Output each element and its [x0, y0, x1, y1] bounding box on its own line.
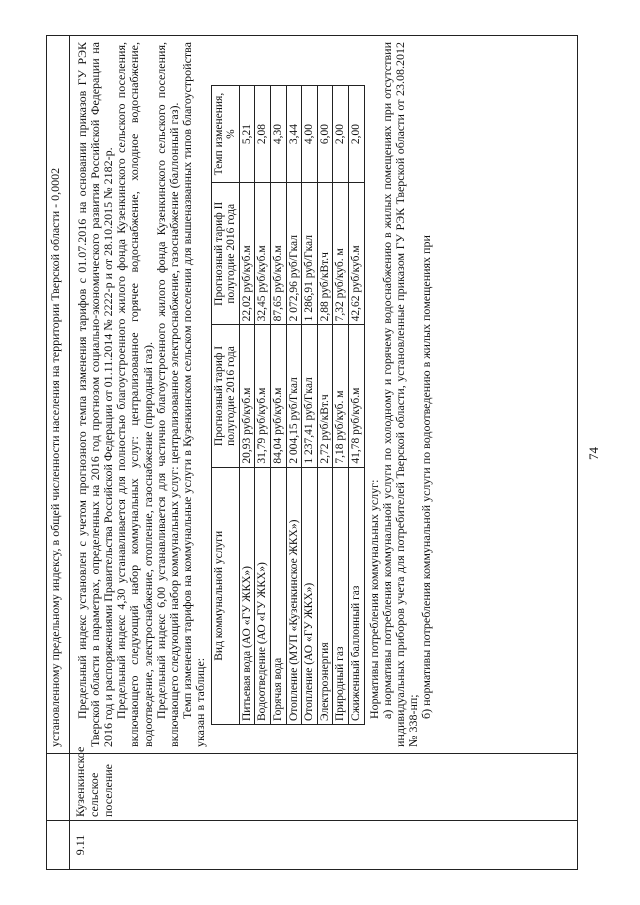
row-number: 9.11 — [69, 821, 577, 870]
tariff-h2: 87,65 руб/куб.м — [270, 183, 286, 325]
tariff-h1: 2 004,15 руб/Гкал — [286, 325, 302, 467]
table-row — [333, 86, 349, 725]
change-rate: 4,30 — [270, 86, 286, 183]
change-rate: 2,00 — [348, 86, 364, 183]
carryover-row — [47, 36, 70, 870]
service-name: Отопление (МУП «Кузенкинское ЖКХ») — [286, 467, 302, 724]
service-name: Отопление (АО «ГУ ЖКХ») — [302, 467, 318, 724]
service-name: Питьевая вода (АО «ГУ ЖКХ») — [239, 467, 255, 724]
paragraph-1: Предельный индекс установлен с учетом прогнозного темпа изменения тарифов с 01.07.2016 на основании приказов ГУ РЭК Тверской области в параметрах, определенных на 2016 год прогнозом социально-экономического развития Российской Федерации на 2016 год и распоряжениями Правительства Российской Федерации от 01.11.2014 № 2222-р и от 28.10.2015 № 2182-р. — [74, 42, 115, 747]
paragraph-2: Предельный индекс 4,30 устанавливается для полностью благоустроенного жилого фонда Кузенкинского сельского поселения, включающего следующий набор коммунальных услуг: централизованное горячее водоснабжение, холодное водоснабжение, водоотведение, электроснабжение, отопление, газоснабжение (природный газ). — [114, 42, 155, 747]
change-rate: 4,00 — [302, 86, 318, 183]
table-row — [255, 86, 271, 725]
paragraph-3: Предельный индекс 6,00 устанавливается для частично благоустроенного жилого фонда Кузенкинского сельского поселения, включающего следующий набор коммунальных услуг: централизованное электроснабжение, газоснабжение (баллонный газ). — [153, 42, 181, 747]
tariff-h2: 7,32 руб/куб. м — [333, 183, 349, 325]
tariff-h1: 84,04 руб/куб.м — [270, 325, 286, 467]
carryover-paragraph: установленному предельному индексу, в общей численности населения на территории Тверской области - 0,0002 — [48, 167, 62, 747]
service-name: Электроэнергия — [317, 467, 333, 724]
tariff-h2: 22,02 руб/куб.м — [239, 183, 255, 325]
table-row — [270, 86, 286, 725]
page-number: 74 — [586, 447, 601, 460]
tariff-h2: 1 286,91 руб/Гкал — [302, 183, 318, 325]
table-row — [348, 86, 364, 725]
settlement-name-cell — [47, 754, 70, 821]
service-name: Сжиженный баллонный газ — [348, 467, 364, 724]
tariff-h1: 1 237,41 руб/Гкал — [302, 325, 318, 467]
carryover-text-cell — [47, 36, 70, 754]
tariff-h1: 2,72 руб/кВт.ч — [317, 325, 333, 467]
paragraph-6: а) нормативы потребления коммунальной услуги по холодному и горячему водоснабжению в жилых помещениях при отсутствии индивидуальных приборов учета для потребителей Тверской области, установленные приказом ГУ РЭК Тверской области от 23.08.2012 № 338-нп; — [379, 42, 421, 747]
tariff-h1: 31,79 руб/куб.м — [255, 325, 271, 467]
header-tariff-h1: Прогнозный тариф I полугодие 2016 года — [211, 325, 239, 467]
change-rate: 6,00 — [317, 86, 333, 183]
tariff-h2: 2 072,96 руб/Гкал — [286, 183, 302, 325]
tariff-h2: 2,88 руб/кВт.ч — [317, 183, 333, 325]
table-row — [286, 86, 302, 725]
change-rate: 2,00 — [333, 86, 349, 183]
change-rate: 2,08 — [255, 86, 271, 183]
header-tariff-h2: Прогнозный тариф II полугодие 2016 года — [211, 183, 239, 325]
tariff-table-header — [211, 86, 239, 725]
paragraph-7: б) нормативы потребления коммунальной услуги по водоотведению в жилых помещениях при — [419, 235, 434, 719]
settlement-content — [69, 36, 577, 754]
table-row — [317, 86, 333, 725]
row-number-cell — [47, 821, 70, 870]
paragraph-5: Нормативы потребления коммунальных услуг: — [366, 479, 381, 719]
table-row — [302, 86, 318, 725]
settlement-name: Кузенкинское сельское поселение — [69, 754, 577, 821]
service-name: Горячая вода — [270, 467, 286, 724]
tariff-h1: 7,18 руб/куб. м — [333, 325, 349, 467]
settlement-row — [69, 36, 577, 870]
table-row — [239, 86, 255, 725]
change-rate: 3,44 — [286, 86, 302, 183]
tariff-h1: 41,78 руб/куб.м — [348, 325, 364, 467]
service-name: Природный газ — [333, 467, 349, 724]
tariff-table — [211, 85, 365, 725]
tariff-h2: 42,62 руб/куб.м — [348, 183, 364, 325]
service-name: Водоотведение (АО «ГУ ЖКХ») — [255, 467, 271, 724]
paragraph-4: Темп изменения тарифов на коммунальные услуги в Кузенкинском сельском поселении для вышеназванных типов благоустройства указан в таблице: — [180, 42, 208, 747]
tariff-h2: 32,45 руб/куб.м — [255, 183, 271, 325]
header-service: Вид коммунальной услуги — [211, 467, 239, 724]
settlement-table — [46, 35, 578, 870]
tariff-h1: 20,93 руб/куб.м — [239, 325, 255, 467]
change-rate: 5,21 — [239, 86, 255, 183]
header-change-rate: Темп изменения, % — [211, 86, 239, 183]
